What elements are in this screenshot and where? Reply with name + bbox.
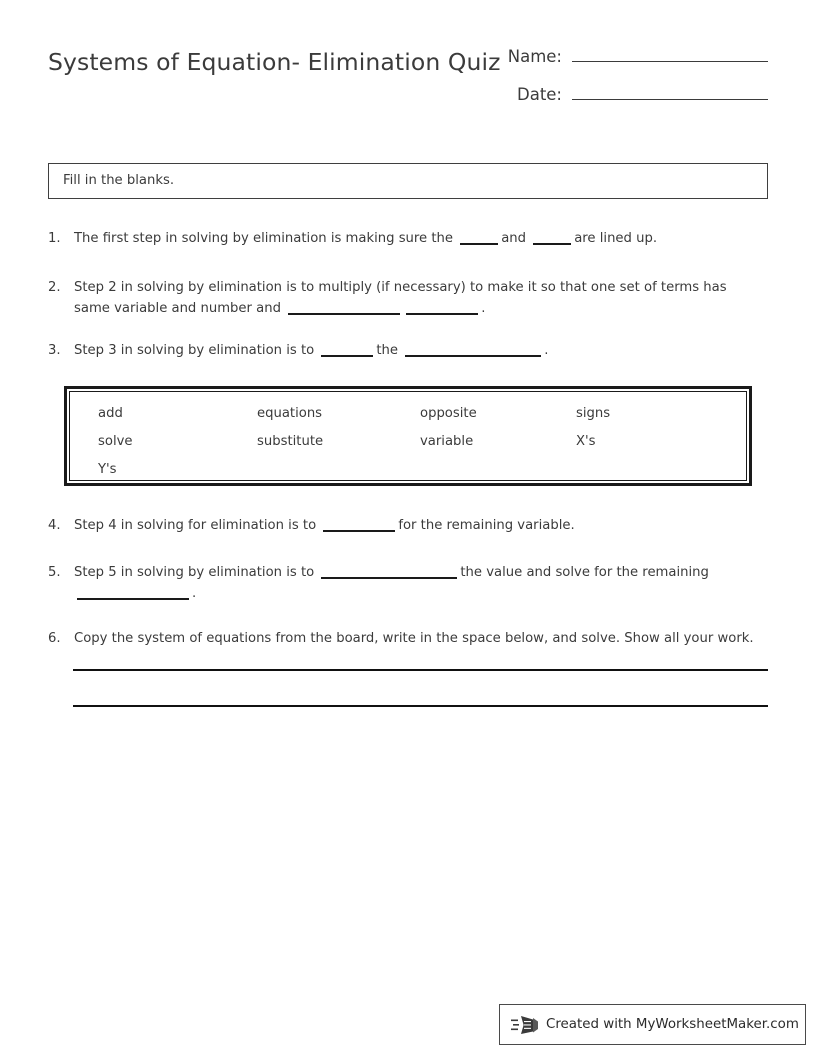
question-body — [74, 562, 770, 604]
word-bank-word: X's — [576, 434, 596, 449]
question-text: the — [376, 343, 399, 358]
question-line — [74, 515, 770, 536]
badge-label: Created with MyWorksheetMaker.com — [546, 1017, 799, 1032]
question-number: 2. — [48, 280, 61, 295]
created-with-badge[interactable] — [499, 1004, 806, 1045]
question-text: Step 4 in solving for elimination is to — [74, 518, 317, 533]
question-text: . — [544, 343, 549, 358]
word-bank-word: equations — [257, 406, 323, 421]
word-bank-word: solve — [98, 434, 133, 449]
answer-blank[interactable] — [533, 231, 571, 245]
instruction-box — [48, 163, 768, 199]
question-text: and — [501, 231, 527, 246]
question-line — [74, 340, 770, 361]
question-text: Step 3 in solving by elimination is to — [74, 343, 315, 358]
date-field-row — [458, 82, 768, 120]
question-body — [74, 340, 770, 361]
question-item — [48, 340, 770, 361]
name-label: Name: — [507, 47, 562, 66]
word-bank-row — [70, 406, 746, 434]
question-line — [74, 562, 770, 583]
question-number: 5. — [48, 565, 61, 580]
question-text: Copy the system of equations from the board, write in the space below, and solve. Show all your work. — [74, 631, 754, 646]
question-number: 1. — [48, 231, 61, 246]
word-bank-word: add — [98, 406, 123, 421]
question-item — [48, 628, 770, 649]
question-line — [74, 628, 770, 649]
work-answer-line[interactable] — [73, 669, 768, 671]
name-field-row — [458, 44, 768, 82]
answer-blank[interactable] — [405, 343, 541, 357]
word-bank-word: Y's — [98, 462, 117, 477]
name-input-line[interactable] — [572, 44, 768, 62]
question-text: . — [481, 301, 486, 316]
question-text: The first step in solving by elimination is making sure the — [74, 231, 453, 246]
question-number: 3. — [48, 343, 61, 358]
instruction-text: Fill in the blanks. — [63, 173, 175, 188]
word-bank-word: signs — [576, 406, 611, 421]
word-bank-word: opposite — [420, 406, 477, 421]
answer-blank[interactable] — [323, 518, 395, 532]
answer-blank[interactable] — [288, 301, 400, 315]
question-text: Step 5 in solving by elimination is to — [74, 565, 315, 580]
date-label: Date: — [517, 85, 562, 104]
question-text: are lined up. — [574, 231, 658, 246]
question-text: for the remaining variable. — [398, 518, 575, 533]
question-body — [74, 515, 770, 536]
word-bank — [64, 386, 752, 486]
work-answer-line[interactable] — [73, 705, 768, 707]
question-text: . — [192, 586, 197, 601]
question-line — [74, 583, 770, 604]
answer-blank[interactable] — [460, 231, 498, 245]
word-bank-word: variable — [420, 434, 474, 449]
word-bank-inner — [69, 391, 747, 481]
word-bank-word: substitute — [257, 434, 324, 449]
date-input-line[interactable] — [572, 82, 768, 100]
question-number: 4. — [48, 518, 61, 533]
question-item — [48, 515, 770, 536]
question-line — [74, 298, 770, 319]
answer-blank[interactable] — [77, 586, 189, 600]
question-item — [48, 277, 770, 319]
answer-blank[interactable] — [321, 343, 373, 357]
question-text: same variable and number and — [74, 301, 281, 316]
question-item — [48, 228, 770, 249]
answer-blank[interactable] — [406, 301, 478, 315]
question-line — [74, 228, 770, 249]
word-bank-row — [70, 462, 746, 490]
page-title: Systems of Equation- Elimination Quiz — [48, 48, 501, 76]
question-body — [74, 277, 770, 319]
question-text: Step 2 in solving by elimination is to multiply (if necessary) to make it so that one set of terms has — [74, 280, 727, 295]
question-number: 6. — [48, 631, 61, 646]
worksheet-maker-logo-icon — [511, 1013, 541, 1037]
name-date-block — [458, 44, 768, 120]
word-bank-row — [70, 434, 746, 462]
question-body — [74, 228, 770, 249]
question-line — [74, 277, 770, 298]
question-text: the value and solve for the remaining — [460, 565, 709, 580]
question-body — [74, 628, 770, 649]
answer-blank[interactable] — [321, 565, 457, 579]
worksheet-header — [48, 44, 768, 124]
question-item — [48, 562, 770, 604]
